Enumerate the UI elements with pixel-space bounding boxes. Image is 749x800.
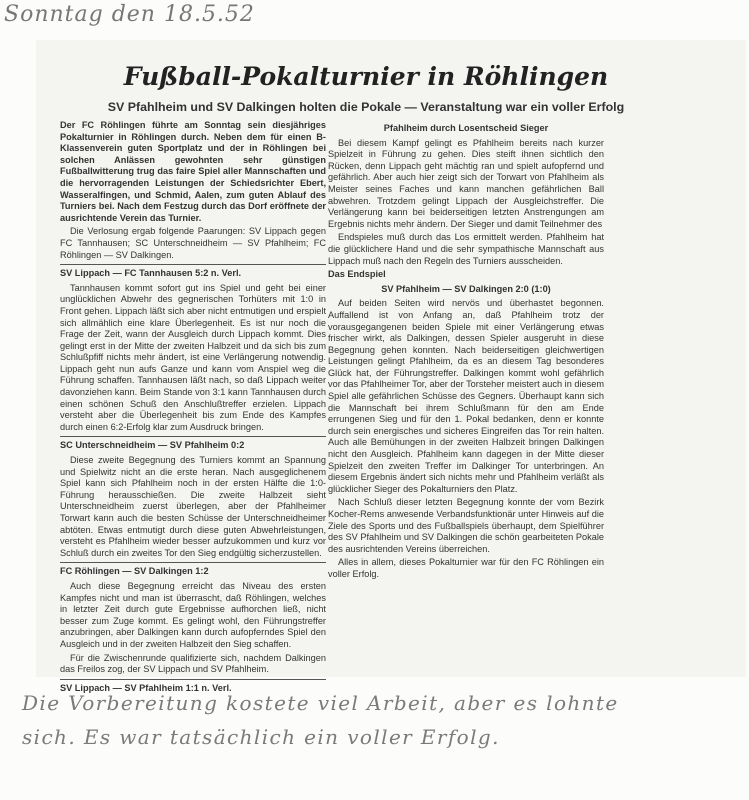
divider	[60, 264, 326, 265]
handwritten-note-line: sich. Es war tatsächlich ein voller Erfolg.	[22, 725, 500, 749]
final-report: Auf beiden Seiten wird nervös und überhastet begonnen. Auffallend ist von Anfang an, daß Pfahlheim trotz der vorausgegangenen beiden Spiele mit einer Verlängerung etwas frischer wirkt, als Dalkingen, dessen Spieler ausgeruht in diese Begegnung gehen konnten. Nach beiderseitigen gleichwertigen Leistungen gelingt Pfahlheim, da es an diesem Tag besonderes Glück hat, der Führungstreffer. Dalkingen kommt wohl gefährlich vor das Pfahlheimer Tor, aber der Torsteher meistert auch in diesem Spiel alle gefährlichen Schüsse des Gegners. Überhaupt kann sich die Mannschaft bei ihrem Schlußmann für den am Ende errungenen Sieg und für den 1. Pokal bedanken, denn er konnte durch sein energisches und sicheres Eingreifen das Tor rein halten. Auch alle Bemühungen in der zweiten Halbzeit bringen Dalkingen nicht den Ausgleich. Pfahlheim kann dagegen in der Mitte dieser Spielzeit den zweiten Treffer im Dalkinger Tor unterbringen. An diesem Ergebnis ändert sich nichts mehr und Pfahlheim verläßt als glücklicher Sieger des Pokalturniers den Platz.	[328, 298, 604, 494]
draw-paragraph: Die Verlosung ergab folgende Paarungen: SV Lippach gegen FC Tannhausen; SC Unterschneidheim — SV Pfahlheim; FC Röhlingen — SV Dalkingen.	[60, 226, 326, 260]
handwritten-note	[22, 686, 732, 754]
match-title-roehlingen-dalkingen: FC Röhlingen — SV Dalkingen 1:2	[60, 566, 209, 577]
newspaper-clipping	[36, 40, 746, 693]
lots-subheading: Pfahlheim durch Losentscheid Sieger	[383, 123, 549, 133]
handwritten-note-line: Die Vorbereitung kostete viel Arbeit, aber es lohnte	[22, 691, 619, 715]
closing-paragraph: Nach Schluß dieser letzten Begegnung konnte der vom Bezirk Kocher-Rems anwesende Verbandsfunktionär unter Hinweis auf die Ziele des Sports und des Fußballspiels überhaupt, dem Spielführer des SV Pfahlheim und SV Dalkingen die schön gearbeiteten Pokale des ausrichtenden Vereins überreichen.	[328, 497, 604, 554]
article-headline: Fußball-Pokalturnier in Röhlingen	[123, 62, 609, 91]
divider	[60, 679, 326, 680]
divider	[60, 562, 326, 563]
match-title-lippach-pfahlheim: SV Lippach — SV Pfahlheim 1:1 n. Verl.	[60, 682, 232, 693]
lots-paragraph: Bei diesem Kampf gelingt es Pfahlheim bereits nach kurzer Spielzeit in Führung zu gehen. Dies steift ihnen sichtlich den Rücken, denn Lippach geht mächtig ran und spielt aufopfernd und gefährlich. Aber auch hier zeigt sich der Torwart von Pfahlheim als Meister seines Faches und kann manchen gefährlichen Ball abwehren. Trotzdem gelingt Lippach der Ausgleichstreffer. Die Verlängerung kann bei beiderseitigen letzten Anstrengungen am Ergebnis nichts mehr ändern. Der Sieger und damit Teilnehmer des	[328, 137, 604, 229]
match-title-lippach-tannhausen: SV Lippach — FC Tannhausen 5:2 n. Verl.	[60, 268, 242, 279]
semifinal-paragraph: Für die Zwischenrunde qualifizierte sich, nachdem Dalkingen das Freilos zog, der SV Lippach und SV Pfahlheim.	[60, 652, 326, 675]
left-column	[60, 120, 326, 697]
summary-paragraph: Alles in allem, dieses Pokalturnier war für den FC Röhlingen ein voller Erfolg.	[328, 557, 604, 579]
match-report-unterschneidheim-pfahlheim: Diese zweite Begegnung des Turniers kommt an Spannung und Spielwitz nicht an die erste heran. Nach ausgeglichenem Spiel kann sich Pfahlheim noch in der ersten Hälfte die 1:0-Führung herausschießen. Die zweite Halbzeit sieht Unterschneidheim zuerst überlegen, aber der Pfahlheimer Torwart kann auch die besten Schüsse der Unterschneidheimer abtöten. Etwas entmutigt durch diese guten Abwehrleistungen, versteht es Pfahlheim wieder besser aufzukommen und kurz vor Schluß durch ein zweites Tor den Sieg endgültig sicherzustellen.	[60, 455, 326, 558]
right-column	[328, 120, 604, 583]
match-report-lippach-tannhausen: Tannhausen kommt sofort gut ins Spiel und geht bei einer unglücklichen Abwehr des gegnerischen Torhüters mit 1:0 in Front gehen. Lippach läßt sich aber nicht entmutigen und erspielt sich allmählich eine klare Überlegenheit. Es ist nur noch die Frage der Zeit, wann der Ausgleich durch Lippach kommt. Dies gelingt erst in der Mitte der zweiten Halbzeit und da sich bis zum Schlußpfiff nichts mehr ändert, ist eine Verlängerung notwendig. Lippach geht nun aufs Ganze und kann vom Anspiel weg die Führung schaffen. Tannhausen läßt nach, so daß Lippach weiter davonziehen kann. Beim Stande von 3:1 kann Tannhausen durch einen schönen Schuß den Anschlußtreffer erzielen. Lippach versteht aber die Überlegenheit bis zum Ende des Kampfes durch einen 6:2-Erfolg klar zum Ausdruck bringen.	[60, 282, 326, 432]
article-subheadline: SV Pfahlheim und SV Dalkingen holten die Pokale — Veranstaltung war ein voller Erfolg	[107, 100, 625, 114]
lots-paragraph-continued: Endspieles muß durch das Los ermittelt werden. Pfahlheim hat die glücklichere Hand und die sehr sympathische Mannschaft aus Lippach muß nach den Regeln des Turniers ausscheiden.	[328, 232, 604, 266]
match-report-roehlingen-dalkingen: Auch diese Begegnung erreicht das Niveau des ersten Kampfes nicht und man ist überrascht, daß Röhlingen, welches in letzter Zeit durch gute Ergebnisse aufhorchen ließ, nicht besser zum Zuge kommt. Es gelingt wohl, den Führungstreffer anzubringen, aber Dalkingen kann durch aufopferndes Spiel den Ausgleich und in der zweiten Halbzeit den Sieg schaffen.	[60, 580, 326, 649]
match-title-unterschneidheim-pfahlheim: SC Unterschneidheim — SV Pfahlheim 0:2	[60, 440, 245, 451]
intro-paragraph: Der FC Röhlingen führte am Sonntag sein diesjähriges Pokalturnier in Röhlingen durch. Neben dem für einen B-Klassenverein guten Sportplatz und der in Röhlingen bei solchen Anlässen gewohnten sehr günstigen Fußballwitterung trug das faire Spiel aller Mannschaften und die hervorragenden Leistungen der Schiedsrichter Ebert, Wasseralfingen, und Schmid, Aalen, zum guten Ablauf des Turniers bei. Nach dem Festzug durch das Dorf eröffnete der ausrichtende Verein das Turnier.	[60, 120, 326, 223]
final-heading: Das Endspiel	[328, 269, 386, 280]
divider	[60, 436, 326, 437]
final-match-title: SV Pfahlheim — SV Dalkingen 2:0 (1:0)	[381, 283, 551, 294]
handwritten-date: Sonntag den 18.5.52	[4, 2, 255, 27]
